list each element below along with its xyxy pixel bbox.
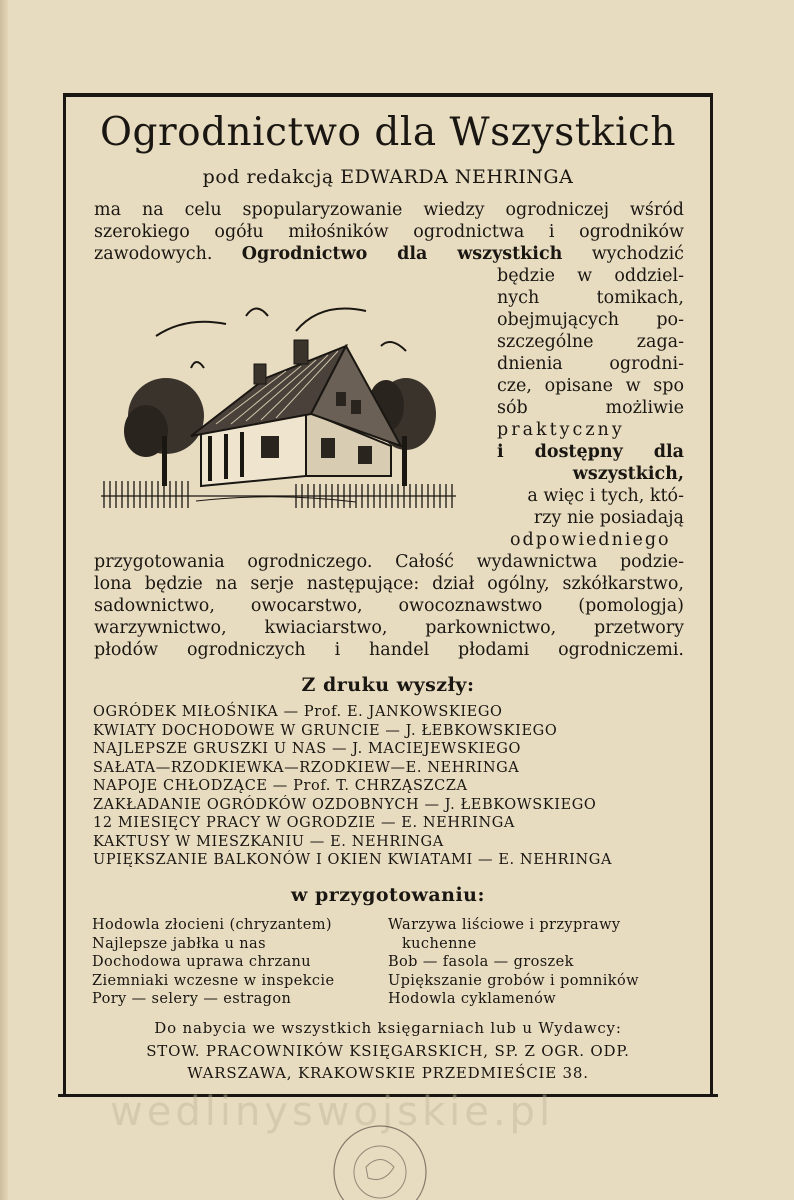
- list-item: Hodowla cyklamenów: [388, 991, 557, 1007]
- intro-line: odpowiedniego: [510, 530, 671, 550]
- intro-line: dnienia ogrodni-: [497, 354, 684, 374]
- preparing-list-left: [92, 916, 334, 1009]
- house-with-trees-icon: [96, 296, 461, 516]
- list-item: ZAKŁADANIE OGRÓDKÓW OZDOBNYCH — J. ŁEBKOWSKIEGO: [93, 796, 597, 813]
- list-item: Upiększanie grobów i pomników: [388, 972, 639, 989]
- series-name: Ogrodnictwo dla wszystkich: [241, 244, 563, 264]
- frame-bottom-rule: [58, 1094, 718, 1097]
- intro-line-bold: [94, 244, 684, 265]
- page-edge: [0, 0, 8, 1200]
- list-item: kuchenne: [402, 935, 477, 952]
- printed-list: [93, 703, 693, 870]
- list-item: 12 MIESIĘCY PRACY W OGRODZIE — E. NEHRINGA: [93, 815, 515, 831]
- intro-line: przygotowania ogrodniczego. Całość wydawnictwa podzie-: [94, 552, 684, 572]
- preparing-heading: w przygotowaniu:: [290, 884, 486, 906]
- list-item: Bob — fasola — groszek: [388, 954, 574, 970]
- intro-line-bold: i dostępny dla: [497, 442, 684, 462]
- list-item: Warzywa liściowe i przyprawy: [388, 917, 621, 933]
- intro-line: praktyczny: [497, 420, 625, 440]
- footer-availability: Do nabycia we wszystkich księgarniach lub u Wydawcy:: [154, 1019, 622, 1037]
- intro-line: płodów ogrodniczych i handel płodami ogrodniczemi.: [94, 640, 684, 660]
- intro-line: rzy nie posiadają: [533, 508, 684, 528]
- list-item: Ziemniaki wczesne w inspekcie: [92, 972, 335, 989]
- intro-line: nych tomikach,: [497, 288, 684, 308]
- list-item: KWIATY DOCHODOWE W GRUNCIE — J. ŁEBKOWSKIEGO: [93, 722, 558, 739]
- list-item: NAPOJE CHŁODZĄCE — Prof. T. CHRZĄSZCZA: [93, 778, 468, 794]
- list-item: Hodowla złocieni (chryzantem): [92, 917, 332, 933]
- list-item: SAŁATA—RZODKIEWKA—RZODKIEW—E. NEHRINGA: [93, 759, 520, 776]
- list-item: Pory — selery — estragon: [92, 991, 292, 1007]
- watermark-text: wedlinyswojskie.pl: [110, 1089, 555, 1135]
- list-item: Dochodowa uprawa chrzanu: [92, 954, 312, 970]
- intro-line-bold: wszystkich,: [572, 464, 684, 484]
- printed-heading: Z druku wyszły:: [301, 674, 475, 696]
- list-item: UPIĘKSZANIE BALKONÓW I OKIEN KWIATAMI — E. NEHRINGA: [93, 852, 613, 868]
- footer-address: WARSZAWA, KRAKOWSKIE PRZEDMIEŚCIE 38.: [187, 1064, 589, 1082]
- list-item: KAKTUSY W MIESZKANIU — E. NEHRINGA: [93, 833, 444, 850]
- preparing-list-right: [388, 916, 639, 1009]
- intro-line: szerokiego ogółu miłośników ogrodnictwa i ogrodników: [94, 222, 684, 242]
- page-title: Ogrodnictwo dla Wszystkich: [100, 110, 676, 155]
- footer-publisher: STOW. PRACOWNIKÓW KSIĘGARSKICH, SP. Z OGR. ODP.: [146, 1042, 630, 1060]
- intro-text: zawodowych.: [94, 244, 213, 264]
- intro-line: szczególne zaga-: [497, 332, 684, 352]
- intro-line: sadownictwo, owocarstwo, owocoznawstwo (pomologja): [94, 596, 684, 616]
- intro-line: sób możliwie: [497, 398, 684, 418]
- list-item: OGRÓDEK MIŁOŚNIKA — Prof. E. JANKOWSKIEGO: [93, 704, 503, 720]
- list-item: Najlepsze jabłka u nas: [92, 935, 266, 952]
- intro-line: ma na celu spopularyzowanie wiedzy ogrodniczej wśród: [94, 200, 684, 220]
- intro-line: a więc i tych, któ-: [527, 486, 684, 506]
- intro-line: lona będzie na serje następujące: dział ogólny, szkółkarstwo,: [94, 574, 684, 594]
- intro-line: warzywnictwo, kwiaciarstwo, parkownictwo, przetwory: [94, 618, 684, 638]
- library-stamp-icon: [318, 1112, 448, 1200]
- intro-text: wychodzić: [591, 244, 684, 264]
- intro-line: obejmujących po-: [497, 310, 684, 330]
- intro-line: będzie w oddziel-: [497, 266, 684, 286]
- list-item: NAJLEPSZE GRUSZKI U NAS — J. MACIEJEWSKIEGO: [93, 741, 521, 757]
- subtitle: pod redakcją EDWARDA NEHRINGA: [202, 166, 574, 188]
- intro-line: cze, opisane w spo: [497, 376, 684, 396]
